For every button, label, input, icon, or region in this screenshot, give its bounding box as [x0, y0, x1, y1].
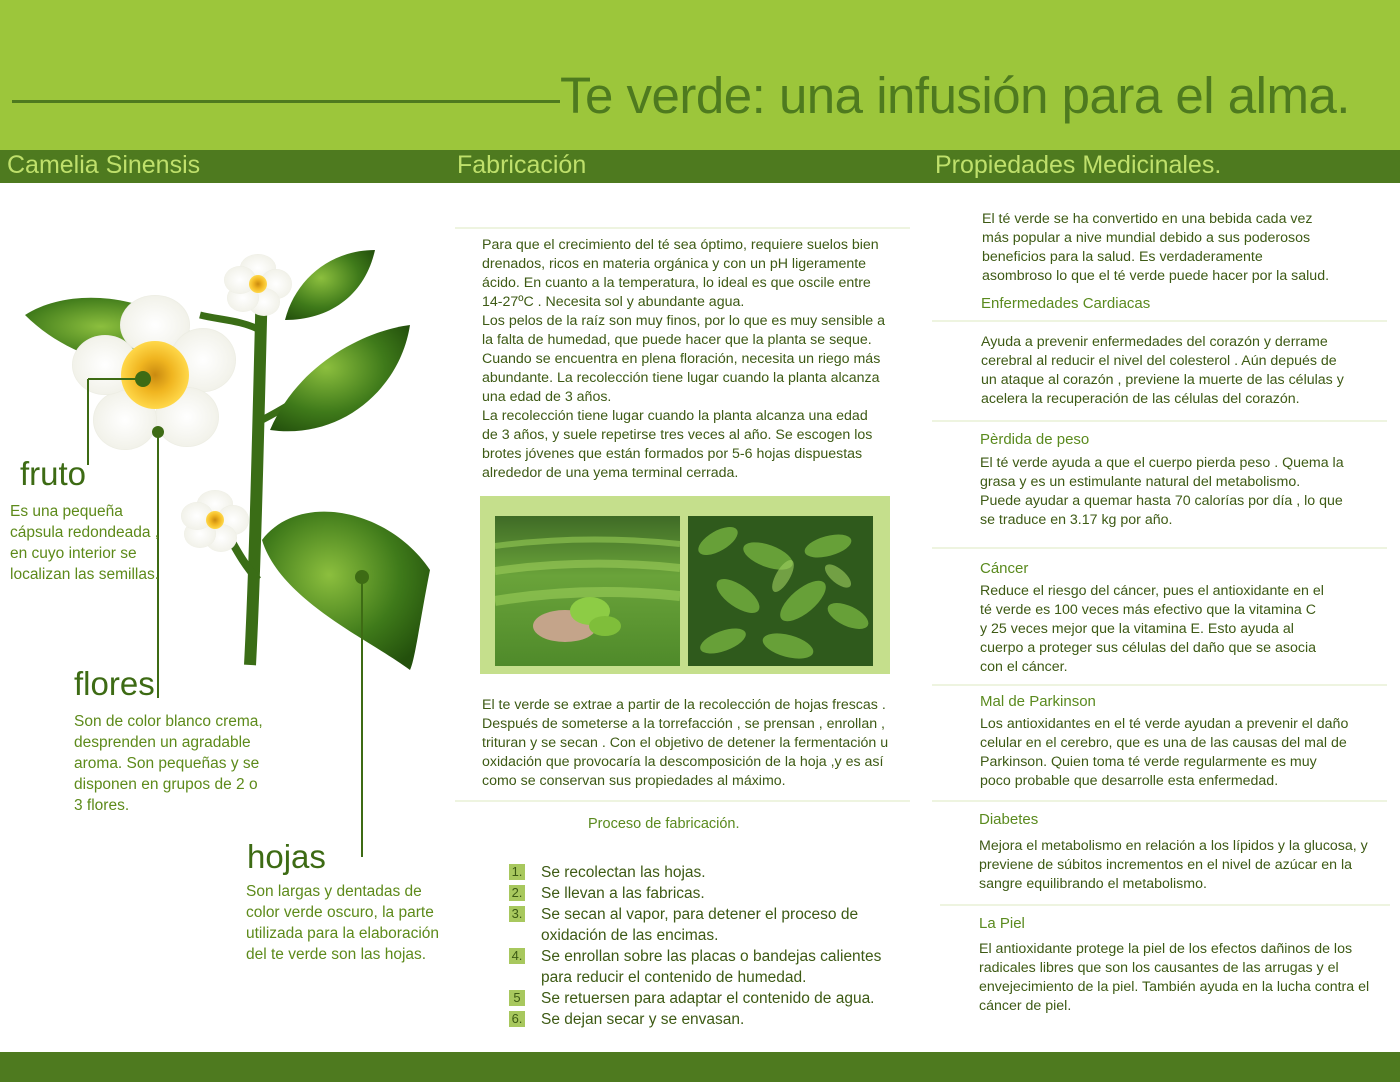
label-flores-title: flores — [74, 665, 155, 702]
section-title-fabricacion: Fabricación — [457, 151, 587, 179]
fabricacion-text — [482, 236, 887, 483]
label-hojas-text: Son largas y dentadas de color verde oscuro, la parte utilizada para la elaboración del te verde son las hojas. — [246, 883, 440, 963]
text-parkinson: Los antioxidantes en el té verde ayudan a prevenir el daño celular en el cerebro, que es una de las causas del mal de Parkinson. Quien toma té verde regularmente es muy poco probable que desarrolle esta enfermedad. — [980, 716, 1349, 789]
tea-field-photo — [495, 516, 680, 666]
title-rule — [12, 100, 560, 103]
step-number: 3. — [509, 906, 525, 922]
divider — [932, 800, 1387, 802]
flores-leader-line — [157, 680, 159, 698]
step-text: Se recolectan las hojas. — [541, 864, 706, 881]
section-title-camelia: Camelia Sinensis — [7, 151, 201, 179]
step-number: 6. — [509, 1011, 525, 1027]
step-number: 4. — [509, 948, 525, 964]
step-number: 1. — [509, 864, 525, 880]
propiedades-intro: El té verde se ha convertido en una bebida cada vez más popular a nive mundial debido a sus poderosos beneficios para la salud. Es verdaderamente asombroso lo que el té verde puede hacer por la salud. — [982, 211, 1330, 284]
heading-peso: Pèrdida de peso — [980, 431, 1090, 448]
heading-diabetes: Diabetes — [979, 811, 1039, 828]
text-peso: El té verde ayuda a que el cuerpo pierda peso . Quema la grasa y es un estimulante natural del metabolismo. Puede ayudar a quemar hasta 70 calorías por día , lo que se traduce en 3.17 kg por año. — [980, 455, 1344, 528]
page-title: Te verde: una infusión para el alma. — [560, 67, 1350, 124]
divider — [932, 420, 1387, 422]
fabricacion-paragraph-3: La recolección tiene lugar cuando la planta alcanza una edad de 3 años, y suele repetirse tres veces al año. Se escogen los brotes jóvenes que están formados por 5-6 hojas dispuestas alrededor de una yema terminal cerrada. — [482, 408, 873, 481]
process-step — [509, 904, 889, 946]
step-text: Se enrollan sobre las placas o bandejas calientes para reducir el contenido de humedad. — [541, 948, 882, 986]
divider — [455, 227, 910, 229]
text-cancer: Reduce el riesgo del cáncer, pues el antioxidante en el té verde es 100 veces más efectivo que la vitamina C y 25 veces mejor que la vitamina E. Esto ayuda al cuerpo a proteger sus células del daño que se asocia con el cáncer. — [980, 583, 1324, 675]
process-step — [509, 862, 889, 883]
process-title: Proceso de fabricación. — [588, 816, 740, 832]
step-text: Se retuersen para adaptar el contenido de agua. — [541, 990, 875, 1007]
divider — [455, 800, 910, 802]
fabricacion-paragraph-4: El te verde se extrae a partir de la recolección de hojas frescas . Después de someterse a la torrefacción , se prensan , enrollan , trituran y se secan . Con el objetivo de detener la fermentación u oxidación que provocaría la descomposición de la hoja ,y es así como se conservan sus propiedades al máximo. — [482, 697, 889, 789]
text-diabetes: Mejora el metabolismo en relación a los lípidos y la glucosa, y previene de súbitos incrementos en el nivel de azúcar en la sangre equilibrando el metabolismo. — [979, 838, 1368, 892]
process-steps — [509, 862, 889, 1030]
heading-cardiacas: Enfermedades Cardiacas — [981, 295, 1151, 312]
footer-band — [0, 1052, 1400, 1082]
fabricacion-paragraph-1: Para que el crecimiento del té sea óptimo, requiere suelos bien drenados, ricos en materia orgánica y con un pH ligeramente ácido. En cuanto a la temperatura, lo ideal es que oscile entre 14-27ºC . Necesita sol y abundante agua. — [482, 237, 879, 310]
divider — [940, 904, 1390, 906]
divider — [932, 320, 1387, 322]
process-step — [509, 946, 889, 988]
step-number: 2. — [509, 885, 525, 901]
step-text: Se secan al vapor, para detener el proceso de oxidación de las encimas. — [541, 906, 859, 944]
text-cardiacas: Ayuda a prevenir enfermedades del corazón y derrame cerebral al reducir el nivel del colesterol . Aún depués de un ataque al corazón , previene la muerte de las células y acelera la recuperación de las células del corazón. — [981, 334, 1344, 407]
step-text: Se llevan a las fabricas. — [541, 885, 705, 902]
heading-parkinson: Mal de Parkinson — [980, 693, 1096, 710]
label-hojas-title: hojas — [247, 838, 326, 875]
process-list — [509, 862, 889, 1030]
divider — [932, 684, 1387, 686]
step-text: Se dejan secar y se envasan. — [541, 1011, 745, 1028]
hojas-leader-line — [361, 577, 363, 857]
heading-cancer: Cáncer — [980, 560, 1029, 577]
fabricacion-paragraph-2: Los pelos de la raíz son muy finos, por lo que es muy sensible a la falta de humedad, que puede hacer que la planta se seque. Cuando se encuentra en plena floración, necesita un riego más abundante. La recolección tiene lugar cuando la planta alcanza una edad de 3 años. — [482, 313, 885, 405]
process-step — [509, 883, 889, 904]
step-number: 5 — [509, 990, 525, 1006]
heading-piel: La Piel — [979, 915, 1025, 932]
text-piel: El antioxidante protege la piel de los efectos dañinos de los radicales libres que son los causantes de las arrugas y el envejecimiento de la piel. También ayuda en la lucha contra el cáncer de piel. — [979, 941, 1370, 1014]
divider — [932, 547, 1387, 549]
process-step — [509, 1009, 889, 1030]
section-title-propiedades: Propiedades Medicinales. — [935, 151, 1222, 179]
label-fruto-title: fruto — [20, 455, 87, 492]
tea-leaves-photo — [688, 516, 873, 666]
label-flores-text: Son de color blanco crema, desprenden un agradable aroma. Son pequeñas y se disponen en grupos de 2 o 3 flores. — [74, 713, 263, 814]
process-step — [509, 988, 889, 1009]
label-fruto-text: Es una pequeña cápsula redondeada , en cuyo interior se localizan las semillas. — [10, 503, 160, 583]
